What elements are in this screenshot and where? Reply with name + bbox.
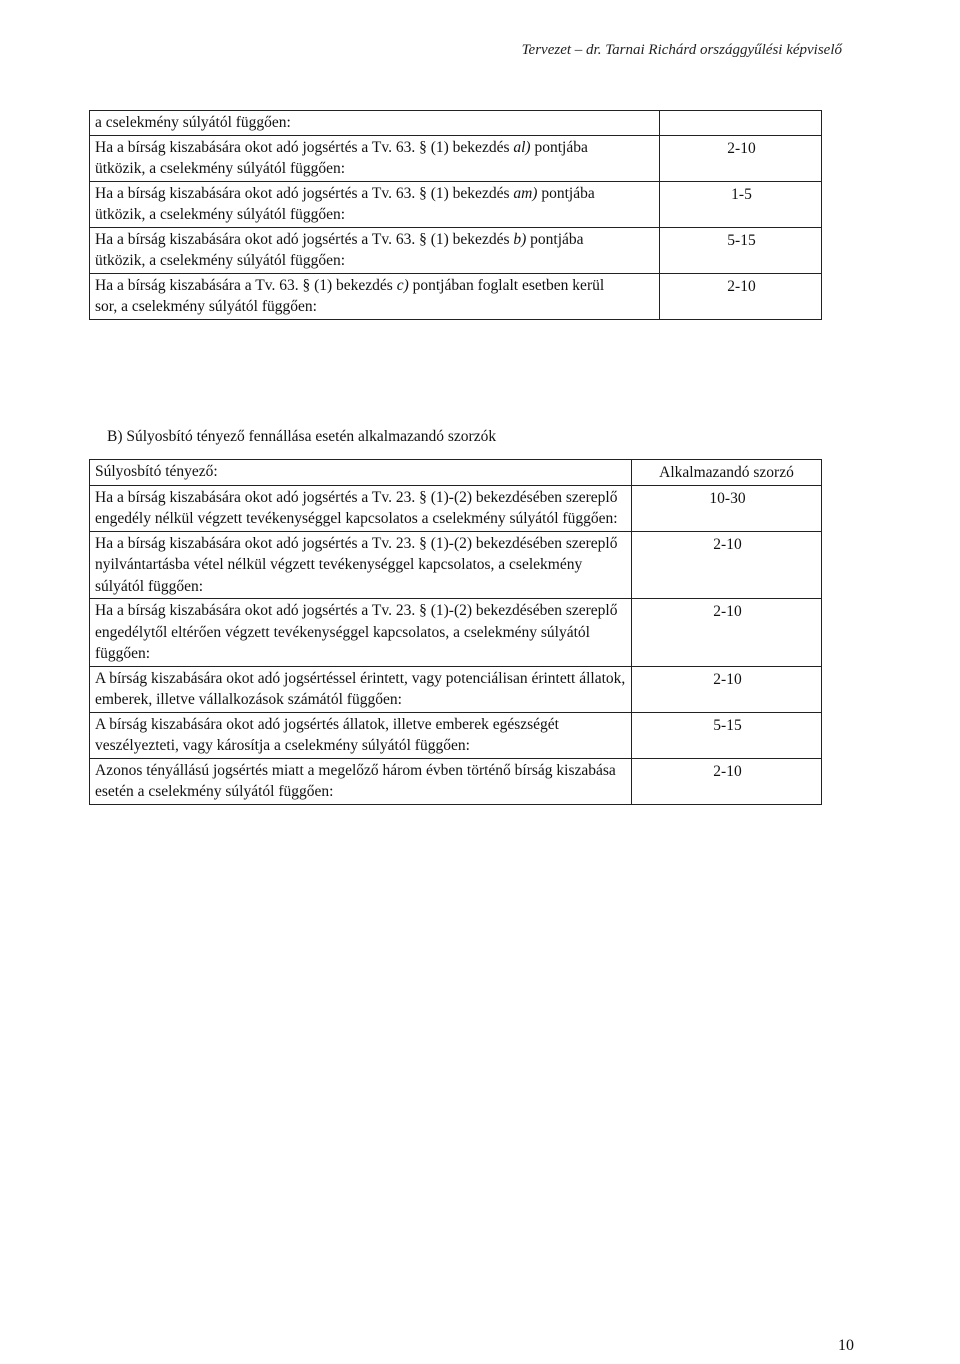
table-row (90, 227, 822, 273)
row-text: Azonos tényállású jogsértés miatt a megelőző három évben történő bírság kiszabása esetén a cselekmény súlyától függően: (90, 758, 632, 804)
table-row (90, 758, 822, 804)
page-number: 10 (838, 1337, 854, 1354)
row-value: 5-15 (660, 227, 822, 273)
table-row (90, 135, 822, 181)
table-header-row (90, 460, 822, 486)
table-row (90, 181, 822, 227)
table-row (90, 599, 822, 667)
row-text: A bírság kiszabására okot adó jogsértéssel érintett, vagy potenciálisan érintett állatok, emberek, illetve vállalkozások számától függően: (90, 666, 632, 712)
row-text: A bírság kiszabására okot adó jogsértés állatok, illetve emberek egészségét veszélyezteti, vagy károsítja a cselekmény súlyától függően: (90, 712, 632, 758)
row-value: 5-15 (632, 712, 822, 758)
row-text: Ha a bírság kiszabására okot adó jogsértés a Tv. 23. § (1)-(2) bekezdésében szereplő nyilvántartásba vétel nélkül végzett tevékenységgel kapcsolatos, a cselekmény súlyától függően: (90, 531, 632, 599)
table-row (90, 273, 822, 319)
row-text: Ha a bírság kiszabására okot adó jogsértés a Tv. 63. § (1) bekezdés al) pontjába ütközik, a cselekmény súlyától függően: (90, 135, 660, 181)
aggravating-factors-table (89, 459, 822, 805)
table-row (90, 111, 822, 136)
row-value: 10-30 (632, 485, 822, 531)
row-text: Ha a bírság kiszabására a Tv. 63. § (1) bekezdés c) pontjában foglalt esetben kerül sor, a cselekmény súlyától függően: (90, 273, 660, 319)
row-value: 2-10 (632, 758, 822, 804)
row-value: 2-10 (632, 666, 822, 712)
row-value: 2-10 (632, 599, 822, 667)
table-row (90, 485, 822, 531)
row-text: Ha a bírság kiszabására okot adó jogsértés a Tv. 23. § (1)-(2) bekezdésében szereplő engedélytől eltérően végzett tevékenységgel kapcsolatos, a cselekmény súlyától függően: (90, 599, 632, 667)
row-text: Ha a bírság kiszabására okot adó jogsértés a Tv. 63. § (1) bekezdés b) pontjába ütközik, a cselekmény súlyától függően: (90, 227, 660, 273)
point-ref: c) (396, 276, 409, 294)
header-multiplier: Alkalmazandó szorzó (632, 460, 822, 486)
penalty-table (89, 110, 822, 320)
table-row (90, 712, 822, 758)
point-ref: b) (513, 230, 527, 248)
row-value: 2-10 (632, 531, 822, 599)
row-text: a cselekmény súlyától függően: (90, 111, 660, 136)
row-value: 2-10 (660, 135, 822, 181)
document-header: Tervezet – dr. Tarnai Richárd országgyűlési képviselő (521, 42, 842, 58)
point-ref: am) (513, 184, 538, 202)
row-value (660, 111, 822, 136)
section-title: B) Súlyosbító tényező fennállása esetén alkalmazandó szorzók (107, 428, 497, 445)
table-row (90, 666, 822, 712)
row-text: Ha a bírság kiszabására okot adó jogsértés a Tv. 23. § (1)-(2) bekezdésében szereplő engedély nélkül végzett tevékenységgel kapcsolatos a cselekmény súlyától függően: (90, 485, 632, 531)
row-text: Ha a bírság kiszabására okot adó jogsértés a Tv. 63. § (1) bekezdés am) pontjába ütközik, a cselekmény súlyától függően: (90, 181, 660, 227)
header-factor: Súlyosbító tényező: (90, 460, 632, 486)
table-row (90, 531, 822, 599)
row-value: 1-5 (660, 181, 822, 227)
row-value: 2-10 (660, 273, 822, 319)
point-ref: al) (513, 138, 531, 156)
